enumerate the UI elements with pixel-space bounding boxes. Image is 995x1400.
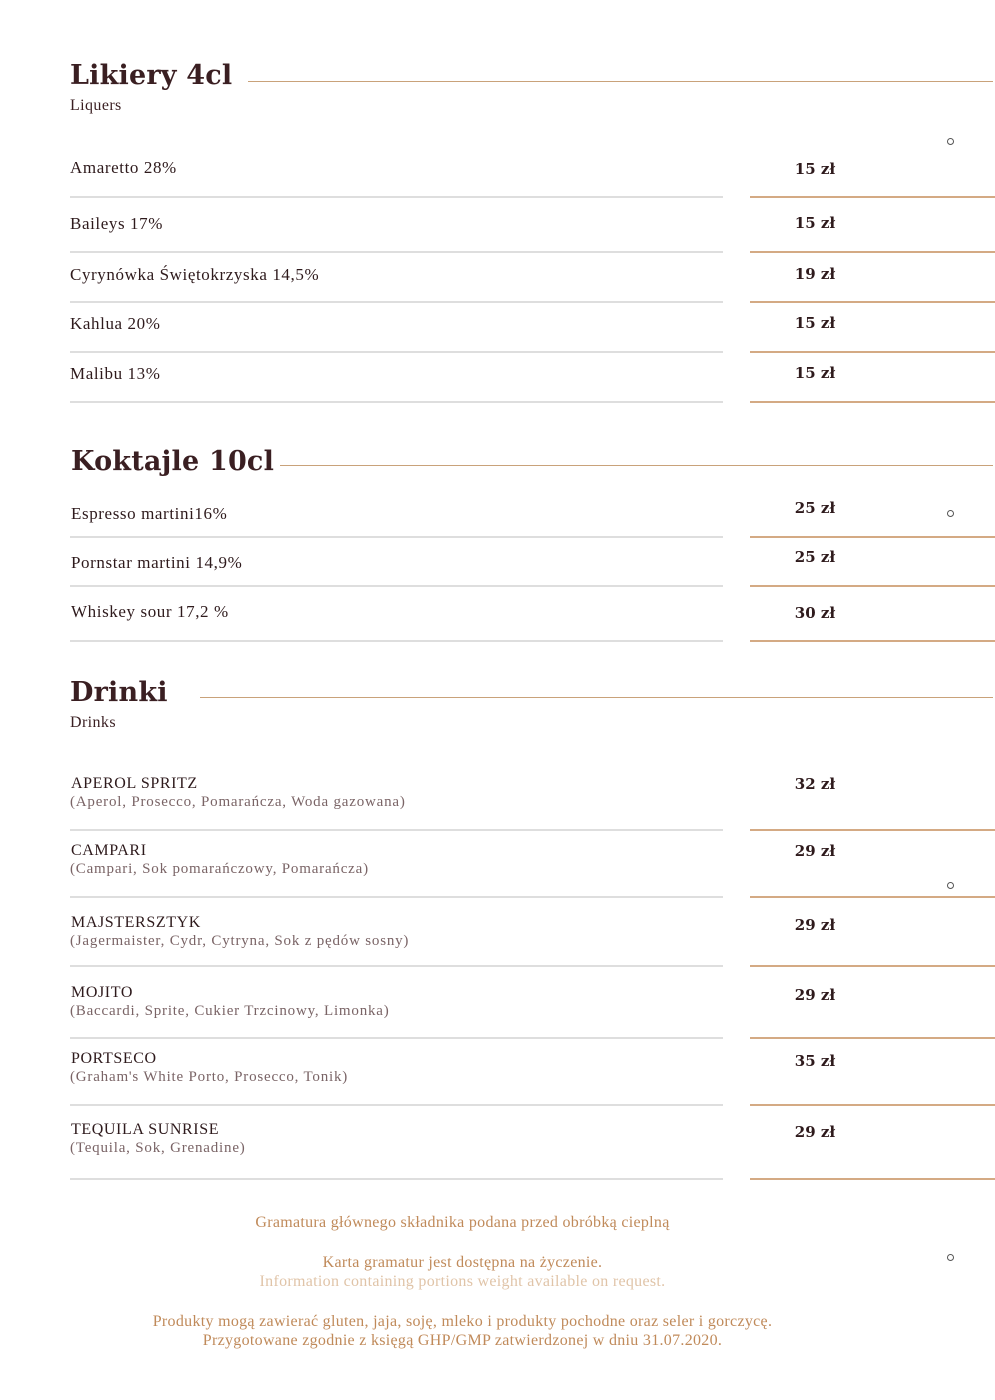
section-header-liqueurs	[70, 60, 232, 91]
menu-item-name: Espresso martini16%	[71, 504, 228, 523]
menu-item-name: Cyrynówka Świętokrzyska 14,5%	[70, 265, 320, 284]
section-title: Drinki	[70, 677, 168, 708]
section-header-drinks	[70, 677, 168, 708]
menu-item-price: 29 zł	[794, 986, 836, 1004]
menu-item-price: 15 zł	[794, 160, 836, 178]
menu-item-name: Baileys 17%	[70, 214, 164, 233]
menu-item-name: Kahlua 20%	[70, 314, 161, 333]
section-title: Likiery 4cl	[70, 60, 233, 91]
row-divider	[70, 585, 723, 587]
price-divider	[750, 965, 995, 967]
row-divider	[70, 965, 723, 967]
drink-name: TEQUILA SUNRISE	[71, 1121, 220, 1138]
row-divider	[70, 251, 723, 253]
menu-item-price: 19 zł	[794, 265, 836, 283]
drink-ingredients: (Jagermaister, Cydr, Cytryna, Sok z pędów sosny)	[70, 933, 410, 949]
price-divider	[750, 1178, 995, 1180]
row-divider	[70, 351, 723, 353]
row-divider	[70, 829, 723, 831]
drink-name: MAJSTERSZTYK	[71, 914, 201, 931]
drink-ingredients: (Graham's White Porto, Prosecco, Tonik)	[70, 1069, 349, 1085]
menu-item-name: Amaretto 28%	[70, 158, 177, 177]
circle-marker-icon	[947, 138, 954, 145]
price-divider	[750, 301, 995, 303]
price-divider	[750, 1037, 995, 1039]
menu-item-name: Pornstar martini 14,9%	[71, 553, 243, 572]
drink-ingredients: (Aperol, Prosecco, Pomarańcza, Woda gazowana)	[70, 794, 406, 810]
menu-item-name: Whiskey sour 17,2 %	[71, 602, 229, 621]
menu-item-price: 35 zł	[794, 1052, 836, 1070]
footer-note-card: Karta gramatur jest dostępna na życzenie.	[322, 1254, 603, 1271]
price-divider	[750, 585, 995, 587]
footer-note-weight: Gramatura głównego składnika podana przed obróbką cieplną	[255, 1214, 670, 1231]
row-divider	[70, 1037, 723, 1039]
price-divider	[750, 401, 995, 403]
price-divider	[750, 351, 995, 353]
price-divider	[750, 896, 995, 898]
row-divider	[70, 401, 723, 403]
circle-marker-icon	[947, 1254, 954, 1261]
menu-item-price: 15 zł	[794, 364, 836, 382]
row-divider	[70, 536, 723, 538]
row-divider	[70, 196, 723, 198]
price-divider	[750, 196, 995, 198]
price-divider	[750, 640, 995, 642]
drink-name: PORTSECO	[71, 1050, 157, 1067]
menu-item-price: 25 zł	[794, 548, 836, 566]
menu-item-price: 29 zł	[794, 1123, 836, 1141]
menu-item-price: 29 zł	[794, 916, 836, 934]
menu-item-price: 29 zł	[794, 842, 836, 860]
footer-ghp-note: Przygotowane zgodnie z księgą GHP/GMP zatwierdzonej w dniu 31.07.2020.	[202, 1332, 723, 1349]
section-divider	[200, 697, 993, 698]
drink-name: CAMPARI	[71, 842, 147, 859]
menu-item-price: 15 zł	[794, 214, 836, 232]
row-divider	[70, 301, 723, 303]
drink-name: MOJITO	[71, 984, 133, 1001]
menu-item-price: 15 zł	[794, 314, 836, 332]
section-title: Koktajle 10cl	[71, 446, 275, 477]
section-subtitle: Liquers	[70, 97, 122, 114]
section-header-cocktails	[71, 446, 274, 477]
menu-item-name: Malibu 13%	[70, 364, 161, 383]
section-divider	[248, 81, 993, 82]
row-divider	[70, 1104, 723, 1106]
drink-ingredients: (Campari, Sok pomarańczowy, Pomarańcza)	[70, 861, 369, 877]
drink-name: APEROL SPRITZ	[71, 775, 198, 792]
menu-item-price: 32 zł	[794, 775, 836, 793]
row-divider	[70, 1178, 723, 1180]
menu-item-price: 30 zł	[794, 604, 836, 622]
menu-item-price: 25 zł	[794, 499, 836, 517]
section-divider	[280, 465, 993, 466]
footer-allergens: Produkty mogą zawierać gluten, jaja, soję, mleko i produkty pochodne oraz seler i gorczycę.	[152, 1313, 773, 1330]
row-divider	[70, 896, 723, 898]
circle-marker-icon	[947, 510, 954, 517]
price-divider	[750, 251, 995, 253]
section-subtitle: Drinks	[70, 714, 116, 731]
footer-note-english: Information containing portions weight available on request.	[259, 1273, 666, 1290]
price-divider	[750, 829, 995, 831]
drink-ingredients: (Tequila, Sok, Grenadine)	[70, 1140, 246, 1156]
price-divider	[750, 536, 995, 538]
row-divider	[70, 640, 723, 642]
circle-marker-icon	[947, 882, 954, 889]
drink-ingredients: (Baccardi, Sprite, Cukier Trzcinowy, Limonka)	[70, 1003, 390, 1019]
price-divider	[750, 1104, 995, 1106]
